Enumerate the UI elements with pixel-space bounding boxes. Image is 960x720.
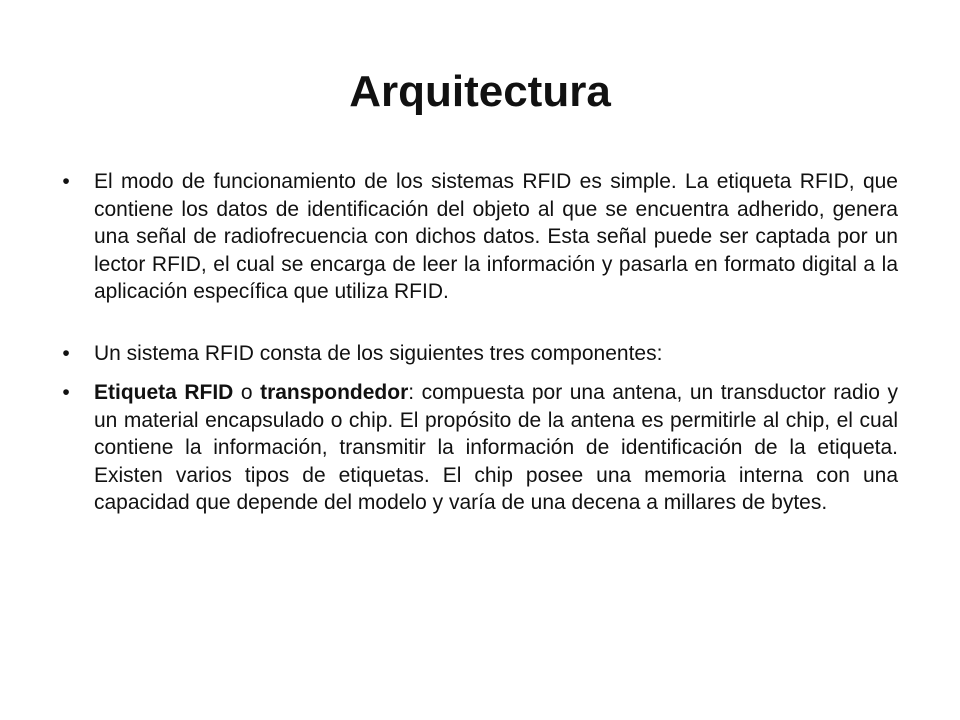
- slide-title: Arquitectura: [349, 67, 611, 116]
- bullet-item-etiqueta: [56, 379, 898, 517]
- bullet-text: : compuesta por una antena, un transductor radio y un material encapsulado o chip. El propósito de la antena es permitirle al chip, el cual contiene la información, transmitir la información de identificación de la etiqueta. Existen varios tipos de etiquetas. El chip posee una memoria interna con una capacidad que depende del modelo y varía de una decena a millares de bytes.: [94, 381, 898, 514]
- bullet-item-componentes: [56, 340, 898, 368]
- bullet-dot-icon: •: [62, 341, 70, 365]
- bullet-term-etiqueta: Etiqueta RFID: [94, 381, 234, 404]
- bullet-item-funcionamiento: [56, 168, 898, 306]
- bullet-text: El modo de funcionamiento de los sistemas RFID es simple. La etiqueta RFID, que contiene los datos de identificación del objeto al que se encuentra adherido, genera una señal de radiofrecuencia con dichos datos. Esta señal puede ser captada por un lector RFID, el cual se encarga de leer la información y pasarla en formato digital a la aplicación específica que utiliza RFID.: [94, 170, 898, 303]
- bullet-term-transpondedor: transpondedor: [260, 381, 409, 404]
- bullet-text: Un sistema RFID consta de los siguientes tres componentes:: [94, 341, 663, 365]
- bullet-dot-icon: •: [62, 170, 70, 193]
- bullet-list: [56, 168, 898, 517]
- bullet-dot-icon: •: [62, 381, 70, 404]
- bullet-connector: o: [233, 381, 261, 404]
